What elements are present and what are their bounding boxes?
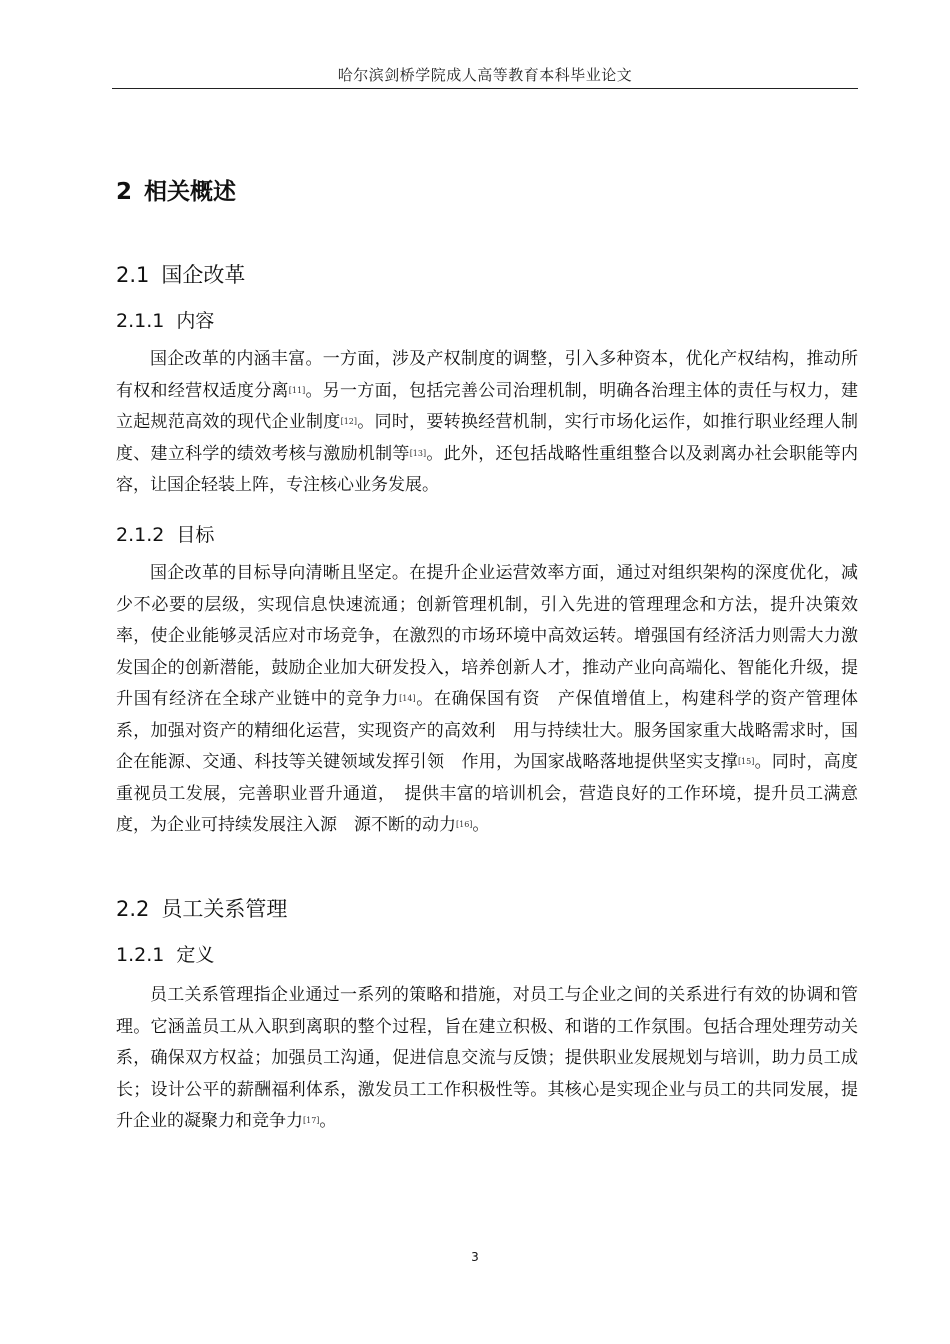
section-number: 2.1 (116, 263, 150, 287)
paragraph-text: 。此外，还包括战略性重组整合以及剥离办社会职能等内容，让国企轻装上阵，专注核心业务发展。 (116, 443, 859, 495)
subsection-title: 目标 (176, 524, 215, 546)
citation: [15] (737, 757, 755, 766)
chapter-title: 相关概述 (144, 179, 237, 205)
citation: [13] (409, 448, 427, 458)
paragraph-text: 。 (472, 815, 490, 835)
citation: [16] (456, 820, 473, 829)
chapter-heading (116, 173, 236, 206)
citation: [11] (288, 385, 306, 395)
subsection-heading-1-2-1 (116, 940, 214, 967)
paragraph-text: 国企改革的目标导向清晰且坚定。在提升企业运营效率方面，通过对组织架构的深度优化，减少不必要的层级，实现信息快速流通；创新管理机制，引入先进的管理理念和方法，提升决策效率，使企业能够灵活应对市场竞争，在激烈的市场环境中高效运转。增强国有经济活力则需大力激发国企的创新潜能，鼓励企业加大研发投入，培养创新人才，推动产业向高端化、智能化升级，提升国有经济在全球产业链中的竞争力 (116, 563, 858, 709)
paragraph-goals (116, 558, 858, 842)
running-header: 哈尔滨剑桥学院成人高等教育本科毕业论文 (337, 66, 633, 84)
paragraph-text: 。在确保国有资 产保值增值上，构建科学的资产管理体系，加强对资产的精细化运营，实现资产的高效利 用与持续壮大。服务国家重大战略需求时，国企在能源、交通、科技等关键领域发挥引领 作用，为国家战略落地提供坚实支撑 (116, 689, 859, 772)
section-title: 国企改革 (161, 263, 246, 287)
page-number: 3 (471, 1250, 479, 1264)
section-number: 2.2 (116, 897, 150, 921)
chapter-number: 2 (116, 179, 133, 205)
subsection-heading-2-1-2 (116, 520, 214, 547)
citation: [14] (399, 694, 416, 703)
subsection-heading-2-1-1 (116, 306, 214, 333)
citation: [12] (340, 417, 358, 426)
section-title: 员工关系管理 (161, 897, 288, 921)
header-rule (112, 88, 858, 89)
subsection-number: 2.1.1 (116, 310, 165, 332)
citation: [17] (303, 1116, 320, 1125)
subsection-number: 1.2.1 (116, 944, 165, 966)
paragraph-text: 。 (319, 1111, 337, 1131)
paragraph-text: 员工关系管理指企业通过一系列的策略和措施，对员工与企业之间的关系进行有效的协调和管理。它涵盖员工从入职到离职的整个过程，旨在建立积极、和谐的工作氛围。包括合理处理劳动关系，确保双方权益；加强员工沟通，促进信息交流与反馈；提供职业发展规划与培训，助力员工成长；设计公平的薪酬福利体系，激发员工工作积极性等。其核心是实现企业与员工的共同发展，提升企业的凝聚力和竞争力 (116, 985, 858, 1131)
paragraph-text: 。同时，要转换经营机制，实行市场化运作，如推行职业经理人制度、建立科学的绩效考核与激励机制等 (116, 412, 859, 464)
subsection-number: 2.1.2 (116, 524, 165, 546)
paragraph-text: 。同时，高度重视员工发展，完善职业晋升通道， 提供丰富的培训机会，营造良好的工作环境，提升员工满意度，为企业可持续发展注入源 源不断的动力 (116, 752, 859, 835)
paragraph-text: 。另一方面，包括完善公司治理机制，明确各治理主体的责任与权力，建立起规范高效的现代企业制度 (116, 380, 859, 432)
subsection-title: 内容 (176, 310, 215, 332)
subsection-title: 定义 (176, 944, 215, 966)
section-heading-2-1 (116, 259, 245, 289)
section-heading-2-2 (116, 893, 287, 923)
paragraph-definition (116, 980, 858, 1138)
paragraph-text: 国企改革的内涵丰富。一方面，涉及产权制度的调整，引入多种资本，优化产权结构，推动所有权和经营权适度分离 (116, 349, 858, 401)
paragraph-content (116, 344, 858, 502)
